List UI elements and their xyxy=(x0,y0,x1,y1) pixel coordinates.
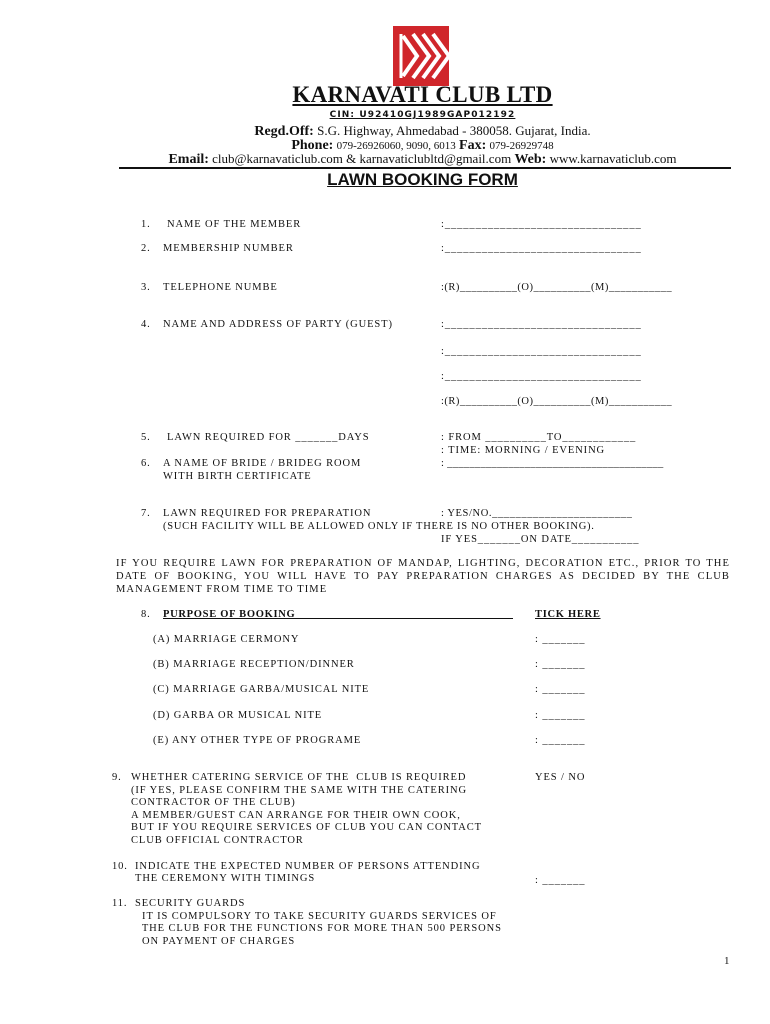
field-5-number: 5. xyxy=(141,432,151,443)
telephone-field[interactable]: :(R)__________(O)__________(M)___________ xyxy=(441,282,673,293)
membership-number-field[interactable]: :________________________________ xyxy=(441,243,642,254)
purpose-item-b-tick[interactable]: : _______ xyxy=(535,659,586,670)
expected-persons-field[interactable]: : _______ xyxy=(535,875,586,886)
regd-label: Regd.Off: xyxy=(254,124,314,139)
field-7-note: (SUCH FACILITY WILL BE ALLOWED ONLY IF THERE IS NO OTHER BOOKING). xyxy=(163,521,595,532)
purpose-item-e-label: (E) ANY OTHER TYPE OF PROGRAME xyxy=(153,735,362,746)
purpose-item-d-label: (D) GARBA OR MUSICAL NITE xyxy=(153,710,323,721)
question-10-number: 10. xyxy=(112,861,128,872)
purpose-header-underline xyxy=(295,618,513,619)
guest-address-line-2[interactable]: :________________________________ xyxy=(441,371,642,382)
preparation-charges-note: IF YOU REQUIRE LAWN FOR PREPARATION OF MANDAP, LIGHTING, DECORATION ETC., PRIOR TO THE DATE OF BOOKING, YOU WILL HAVE TO PAY PREPARATION CHARGES AS DECIDED BY THE CLUB MANAGEMENT FROM TIME TO TIME xyxy=(116,558,730,595)
fax-value: 079-26929748 xyxy=(489,140,554,152)
purpose-item-b-label: (B) MARRIAGE RECEPTION/DINNER xyxy=(153,659,355,670)
member-name-field[interactable]: :________________________________ xyxy=(441,219,642,230)
question-10-line-1: INDICATE THE EXPECTED NUMBER OF PERSONS ATTENDING xyxy=(135,861,481,872)
field-7-number: 7. xyxy=(141,508,151,519)
catering-yes-no[interactable]: YES / NO xyxy=(535,772,586,783)
cin-number: CIN: U92410GJ1989GAP012192 xyxy=(329,110,516,120)
question-11-text: SECURITY GUARDS IT IS COMPULSORY TO TAKE SECURITY GUARDS SERVICES OF THE CLUB FOR THE FUNCTIONS FOR MORE THAN 500 PERSONS ON PAYMENT OF CHARGES xyxy=(135,898,502,947)
question-11-number: 11. xyxy=(112,898,128,909)
phone-value: 079-26926060, 9090, 6013 xyxy=(336,140,456,152)
field-6-number: 6. xyxy=(141,458,151,469)
email-label: Email: xyxy=(168,152,209,167)
club-logo xyxy=(393,26,449,86)
tick-here-header: TICK HERE xyxy=(535,609,601,620)
field-6-label-line-1: A NAME OF BRIDE / BRIDEG ROOM xyxy=(163,458,362,469)
preparation-date-field[interactable]: IF YES_______ON DATE___________ xyxy=(441,534,640,545)
lawn-time-field[interactable]: : TIME: MORNING / EVENING xyxy=(441,445,606,456)
email-web-line xyxy=(0,151,770,168)
header-divider xyxy=(119,167,731,169)
field-4-number: 4. xyxy=(141,319,151,330)
field-5-label: LAWN REQUIRED FOR _______DAYS xyxy=(167,432,370,443)
preparation-yes-no-field[interactable]: : YES/NO.________________________ xyxy=(441,508,633,519)
field-1-number: 1. xyxy=(141,219,151,230)
email-value: club@karnavaticlub.com & karnavaticlubltd@gmail.com xyxy=(212,151,512,166)
web-value: www.karnavaticlub.com xyxy=(549,151,677,166)
purpose-item-c-label: (C) MARRIAGE GARBA/MUSICAL NITE xyxy=(153,684,370,695)
field-3-label: TELEPHONE NUMBE xyxy=(163,282,278,293)
purpose-item-c-tick[interactable]: : _______ xyxy=(535,684,586,695)
field-2-label: MEMBERSHIP NUMBER xyxy=(163,243,294,254)
phone-label: Phone: xyxy=(291,138,334,153)
question-9-number: 9. xyxy=(112,772,122,783)
web-label: Web: xyxy=(514,152,547,167)
form-title: LAWN BOOKING FORM xyxy=(327,170,518,189)
field-7-label: LAWN REQUIRED FOR PREPARATION xyxy=(163,508,372,519)
purpose-item-e-tick[interactable]: : _______ xyxy=(535,735,586,746)
fax-label: Fax: xyxy=(459,138,487,153)
field-8-number: 8. xyxy=(141,609,151,620)
field-2-number: 2. xyxy=(141,243,151,254)
field-1-label: NAME OF THE MEMBER xyxy=(167,219,302,230)
purpose-header-label: PURPOSE OF BOOKING xyxy=(163,609,296,620)
guest-name-field[interactable]: :________________________________ xyxy=(441,319,642,330)
field-3-number: 3. xyxy=(141,282,151,293)
field-6-label-line-2: WITH BIRTH CERTIFICATE xyxy=(163,471,312,482)
page-number: 1 xyxy=(724,955,730,967)
purpose-item-d-tick[interactable]: : _______ xyxy=(535,710,586,721)
guest-address-line-1[interactable]: :________________________________ xyxy=(441,346,642,357)
lawn-dates-field[interactable]: : FROM __________TO____________ xyxy=(441,432,637,443)
regd-address: S.G. Highway, Ahmedabad - 380058. Gujarat, India. xyxy=(317,123,591,138)
bride-groom-name-field[interactable]: : _______________________________________ xyxy=(441,458,664,469)
club-name: KARNAVATI CLUB LTD xyxy=(292,82,553,107)
question-9-text: WHETHER CATERING SERVICE OF THE CLUB IS REQUIRED (IF YES, PLEASE CONFIRM THE SAME WITH THE CATERING CONTRACTOR OF THE CLUB) A MEMBER/GUEST CAN ARRANGE FOR THEIR OWN COOK, BUT IF YOU REQUIRE SERVICES OF CLUB YOU CAN CONTACT CLUB OFFICIAL CONTRACTOR xyxy=(131,772,482,846)
field-4-label: NAME AND ADDRESS OF PARTY (GUEST) xyxy=(163,319,393,330)
question-10-line-2: THE CEREMONY WITH TIMINGS xyxy=(135,873,316,884)
guest-telephone-field[interactable]: :(R)__________(O)__________(M)___________ xyxy=(441,396,673,407)
purpose-item-a-label: (A) MARRIAGE CERMONY xyxy=(153,634,300,645)
purpose-header xyxy=(163,609,513,620)
purpose-item-a-tick[interactable]: : _______ xyxy=(535,634,586,645)
